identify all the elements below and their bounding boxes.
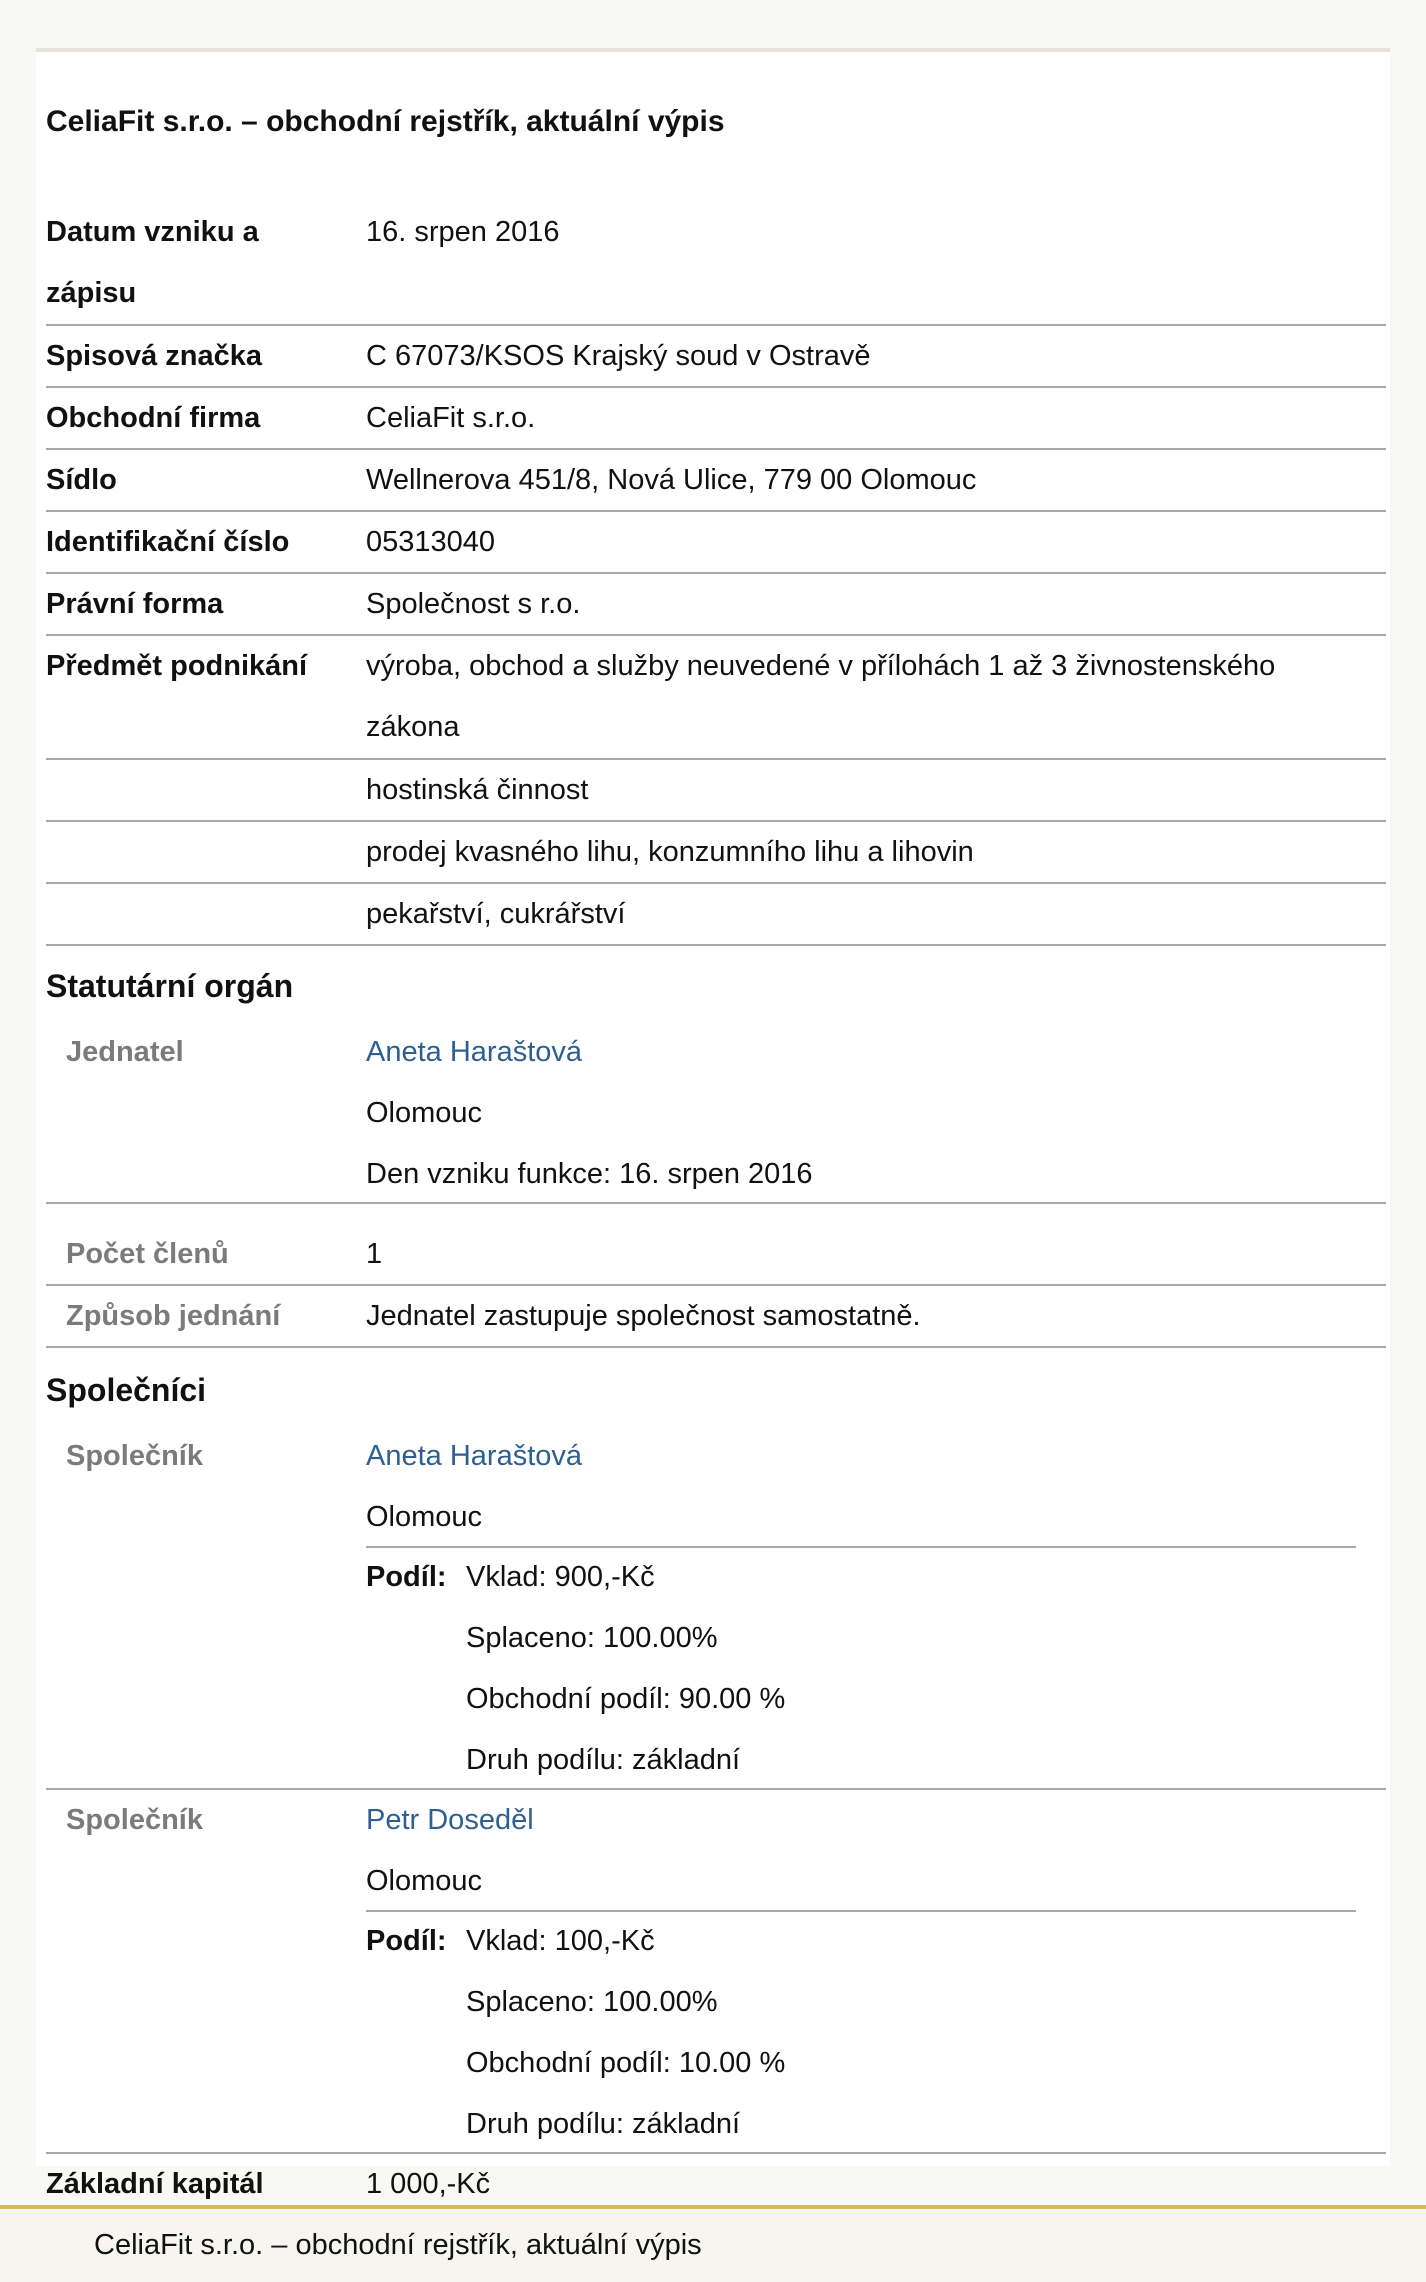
- function-start: Den vzniku funkce: 16. srpen 2016: [366, 1158, 813, 1190]
- person-city: Olomouc: [366, 1501, 483, 1533]
- list-item: zákona: [366, 711, 460, 743]
- person-link[interactable]: Aneta Haraštová: [366, 1440, 583, 1472]
- row-label: Obchodní firma: [46, 402, 261, 434]
- row-label: Způsob jednání: [66, 1300, 281, 1332]
- row-predmet-item: [46, 822, 1386, 884]
- row-label: Jednatel: [66, 1036, 184, 1068]
- person-link[interactable]: Aneta Haraštová: [366, 1036, 583, 1068]
- row-identifikacni-cislo: [46, 512, 1386, 574]
- row-value: hostinská činnost: [366, 774, 589, 806]
- row-value: 1: [366, 1238, 383, 1270]
- row-datum-vzniku: [46, 202, 1386, 326]
- row-value: Jednatel zastupuje společnost samostatně.: [366, 1300, 921, 1332]
- share-details: [466, 1911, 785, 2155]
- person-link[interactable]: Petr Doseděl: [366, 1804, 534, 1836]
- row-label: Sídlo: [46, 464, 117, 496]
- label-line-2: zápisu: [46, 277, 137, 309]
- row-predmet-podnikani: [46, 636, 1386, 760]
- row-value: [366, 1790, 1366, 1912]
- row-label: Počet členů: [66, 1238, 229, 1270]
- row-predmet-item: [46, 884, 1386, 946]
- row-spolecnik: [46, 1790, 1386, 2154]
- row-value: Společnost s r.o.: [366, 588, 581, 620]
- share-vklad: Vklad: 100,-Kč: [466, 1925, 655, 1957]
- person-city: Olomouc: [366, 1097, 483, 1129]
- share-vklad: Vklad: 900,-Kč: [466, 1561, 655, 1593]
- footer-title: CeliaFit s.r.o. – obchodní rejstřík, aktuální výpis: [94, 2229, 702, 2261]
- row-label: Právní forma: [46, 588, 224, 620]
- share-splaceno: Splaceno: 100.00%: [466, 1986, 718, 2018]
- row-label: Předmět podnikání: [46, 650, 308, 682]
- row-value: Wellnerova 451/8, Nová Ulice, 779 00 Olomouc: [366, 464, 977, 496]
- page-title: CeliaFit s.r.o. – obchodní rejstřík, aktuální výpis: [46, 105, 725, 138]
- row-obchodni-firma: [46, 388, 1386, 450]
- row-jednatel: [46, 1022, 1386, 1204]
- row-label: Spisová značka: [46, 340, 262, 372]
- row-value: 05313040: [366, 526, 496, 558]
- share-label: Podíl:: [366, 1925, 447, 1957]
- section-heading-spolecnici: Společníci: [46, 1372, 207, 1408]
- person-city: Olomouc: [366, 1865, 483, 1897]
- row-sidlo: [46, 450, 1386, 512]
- row-value: 1 000,-Kč: [366, 2168, 491, 2200]
- row-value: [366, 1022, 1366, 1205]
- row-value: [366, 1426, 1366, 1548]
- row-value: C 67073/KSOS Krajský soud v Ostravě: [366, 340, 871, 372]
- row-spisova-znacka: [46, 326, 1386, 388]
- row-label: [46, 202, 356, 324]
- row-value: prodej kvasného lihu, konzumního lihu a lihovin: [366, 836, 974, 868]
- share-label: Podíl:: [366, 1561, 447, 1593]
- row-label: Základní kapitál: [46, 2168, 264, 2200]
- register-extract-card: [36, 48, 1390, 2200]
- page-footer: [0, 2205, 1426, 2282]
- row-value: 16. srpen 2016: [366, 216, 560, 248]
- row-spolecnik: [46, 1426, 1386, 1790]
- section-heading-statutarni-organ: Statutární orgán: [46, 968, 294, 1004]
- share-details: [466, 1547, 785, 1791]
- label-line-1: Datum vzniku a: [46, 216, 259, 248]
- share-obchodni-podil: Obchodní podíl: 10.00 %: [466, 2047, 786, 2079]
- share-splaceno: Splaceno: 100.00%: [466, 1622, 718, 1654]
- list-item: výroba, obchod a služby neuvedené v přílohách 1 až 3 živnostenského: [366, 650, 1276, 682]
- row-value: [366, 636, 1366, 758]
- row-zpusob-jednani: [46, 1286, 1386, 1348]
- row-label: Společník: [66, 1804, 203, 1836]
- share-druh: Druh podílu: základní: [466, 1744, 741, 1776]
- row-label: Identifikační číslo: [46, 526, 290, 558]
- row-pocet-clenu: [46, 1224, 1386, 1286]
- row-value: pekařství, cukrářství: [366, 898, 626, 930]
- row-predmet-item: [46, 760, 1386, 822]
- row-label: Společník: [66, 1440, 203, 1472]
- row-pravni-forma: [46, 574, 1386, 636]
- share-druh: Druh podílu: základní: [466, 2108, 741, 2140]
- share-obchodni-podil: Obchodní podíl: 90.00 %: [466, 1683, 786, 1715]
- row-value: CeliaFit s.r.o.: [366, 402, 536, 434]
